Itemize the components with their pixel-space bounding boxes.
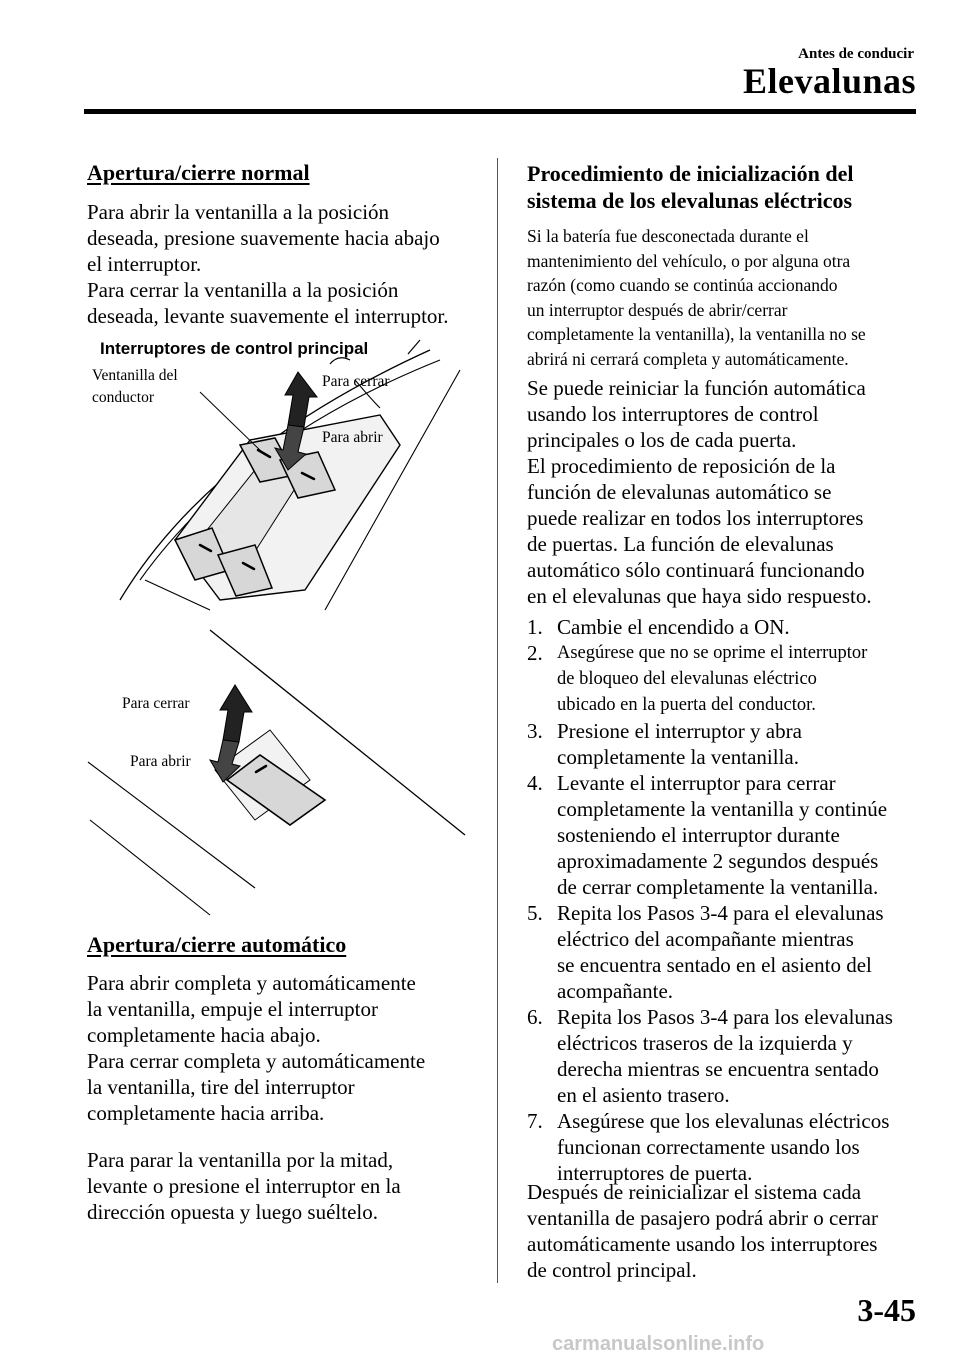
- text-line: Repita los Pasos 3-4 para el elevalunas: [557, 901, 884, 925]
- text-line: puede realizar en todos los interruptores: [527, 506, 864, 530]
- text-line: completamente hacia abajo.: [87, 1023, 321, 1047]
- text-line: mantenimiento del vehículo, o por alguna otra: [527, 250, 851, 271]
- text-line: automático sólo continuará funcionando: [527, 558, 865, 582]
- text-line: Cambie el encendido a ON.: [557, 615, 790, 639]
- text-line: usando los interruptores de control: [527, 402, 819, 426]
- step-number: 5.: [527, 901, 543, 925]
- heading-normal: Apertura/cierre normal: [87, 160, 310, 185]
- text-line: ventanilla de pasajero podrá abrir o cerrar: [527, 1206, 878, 1230]
- text-line: Procedimiento de inicialización del: [527, 161, 854, 186]
- text-line: eléctrico del acompañante mientras: [557, 927, 854, 951]
- text-line: en el asiento trasero.: [557, 1083, 730, 1107]
- text-line: Para abrir la ventanilla a la posición: [87, 200, 390, 224]
- text-line: Después de reinicializar el sistema cada: [527, 1180, 862, 1204]
- text-line: de control principal.: [527, 1258, 697, 1282]
- step-number: 6.: [527, 1005, 543, 1029]
- text-line: automáticamente usando los interruptores: [527, 1232, 878, 1256]
- text-line: de bloqueo del elevalunas eléctrico: [557, 669, 817, 689]
- steps-list: [527, 614, 919, 1186]
- paragraph-normal: [87, 199, 487, 329]
- label-para-abrir: Para abrir: [322, 429, 383, 446]
- step-number: 1.: [527, 615, 543, 639]
- paragraph-stop: [87, 1147, 487, 1225]
- text-line: abrirá ni cerrará completa y automáticamente.: [527, 348, 849, 369]
- heading-initialization: [527, 160, 919, 214]
- label-para-cerrar: Para cerrar: [322, 373, 390, 390]
- step-number: 4.: [527, 771, 543, 795]
- step-number: 2.: [527, 641, 543, 665]
- text-line: completamente la ventanilla.: [557, 745, 799, 769]
- text-line: derecha mientras se encuentra sentado: [557, 1057, 879, 1081]
- list-item: [527, 1004, 919, 1108]
- text-line: completamente la ventanilla y continúe: [557, 797, 888, 821]
- label-para-abrir-2: Para abrir: [130, 753, 191, 770]
- text-line: Presione el interruptor y abra: [557, 719, 802, 743]
- page-title: Elevalunas: [742, 61, 916, 101]
- text-line: Asegúrese que no se oprime el interruptor: [557, 643, 868, 663]
- text-line: eléctricos traseros de la izquierda y: [557, 1031, 853, 1055]
- label-conductor: conductor: [92, 389, 154, 406]
- text-line: levante o presione el interruptor en la: [87, 1174, 401, 1198]
- step-number: 3.: [527, 719, 543, 743]
- text-line: deseada, levante suavemente el interruptor.: [87, 304, 449, 328]
- text-line: principales o los de cada puerta.: [527, 428, 797, 452]
- list-item: [527, 770, 919, 900]
- text-line: la ventanilla, empuje el interruptor: [87, 997, 378, 1021]
- paragraph-final: [527, 1179, 919, 1283]
- column-divider: [497, 158, 498, 1283]
- text-line: Levante el interruptor para cerrar: [557, 771, 836, 795]
- list-item: [527, 1108, 919, 1186]
- list-item: [527, 718, 919, 770]
- text-line: Si la batería fue desconectada durante el: [527, 226, 809, 246]
- text-line: la ventanilla, tire del interruptor: [87, 1075, 355, 1099]
- text-line: en el elevalunas que haya sido respuesto.: [527, 584, 872, 608]
- text-line: funcionan correctamente usando los: [557, 1135, 860, 1159]
- window-switch-illustration: [80, 330, 480, 920]
- list-item: [527, 900, 919, 1004]
- section-label: Antes de conducir: [798, 46, 914, 62]
- text-line: Repita los Pasos 3-4 para los elevalunas: [557, 1005, 893, 1029]
- text-line: acompañante.: [557, 979, 674, 1003]
- text-line: Para parar la ventanilla por la mitad,: [87, 1148, 394, 1172]
- text-line: Para abrir completa y automáticamente: [87, 971, 416, 995]
- text-line: el interruptor.: [87, 252, 202, 276]
- text-line: El procedimiento de reposición de la: [527, 454, 836, 478]
- text-line: se encuentra sentado en el asiento del: [557, 953, 872, 977]
- figure-title: Interruptores de control principal: [100, 339, 369, 358]
- step-number: 7.: [527, 1109, 543, 1133]
- text-line: Asegúrese que los elevalunas eléctricos: [557, 1109, 890, 1133]
- text-line: razón (como cuando se continúa accionando: [527, 275, 838, 295]
- text-line: completamente la ventanilla), la ventanilla no se: [527, 324, 866, 344]
- paragraph-battery-note: [527, 224, 919, 371]
- text-line: Para cerrar la ventanilla a la posición: [87, 278, 399, 302]
- text-line: completamente hacia arriba.: [87, 1101, 325, 1125]
- text-line: de puertas. La función de elevalunas: [527, 532, 834, 556]
- label-ventanilla: Ventanilla del: [92, 367, 178, 384]
- paragraph-reset: [527, 375, 919, 609]
- text-line: Se puede reiniciar la función automática: [527, 376, 866, 400]
- text-line: sistema de los elevalunas eléctricos: [527, 188, 853, 213]
- heading-automatic: Apertura/cierre automático: [87, 932, 347, 957]
- text-line: deseada, presione suavemente hacia abajo: [87, 226, 440, 250]
- text-line: de cerrar completamente la ventanilla.: [557, 875, 879, 899]
- list-item: [527, 614, 919, 640]
- text-line: dirección opuesta y luego suéltelo.: [87, 1200, 378, 1224]
- text-line: ubicado en la puerta del conductor.: [557, 695, 816, 715]
- label-para-cerrar-2: Para cerrar: [122, 695, 190, 712]
- paragraph-automatic: [87, 970, 487, 1126]
- footer-watermark: carmanualsonline.info: [552, 1333, 765, 1355]
- list-item: [527, 640, 919, 718]
- text-line: un interruptor después de abrir/cerrar: [527, 299, 788, 320]
- text-line: sosteniendo el interruptor durante: [557, 823, 840, 847]
- header-rule: [84, 109, 916, 114]
- page-number: 3-45: [857, 1292, 916, 1328]
- text-line: aproximadamente 2 segundos después: [557, 849, 879, 873]
- text-line: función de elevalunas automático se: [527, 480, 832, 504]
- text-line: interruptores de puerta.: [557, 1161, 753, 1185]
- text-line: Para cerrar completa y automáticamente: [87, 1049, 426, 1073]
